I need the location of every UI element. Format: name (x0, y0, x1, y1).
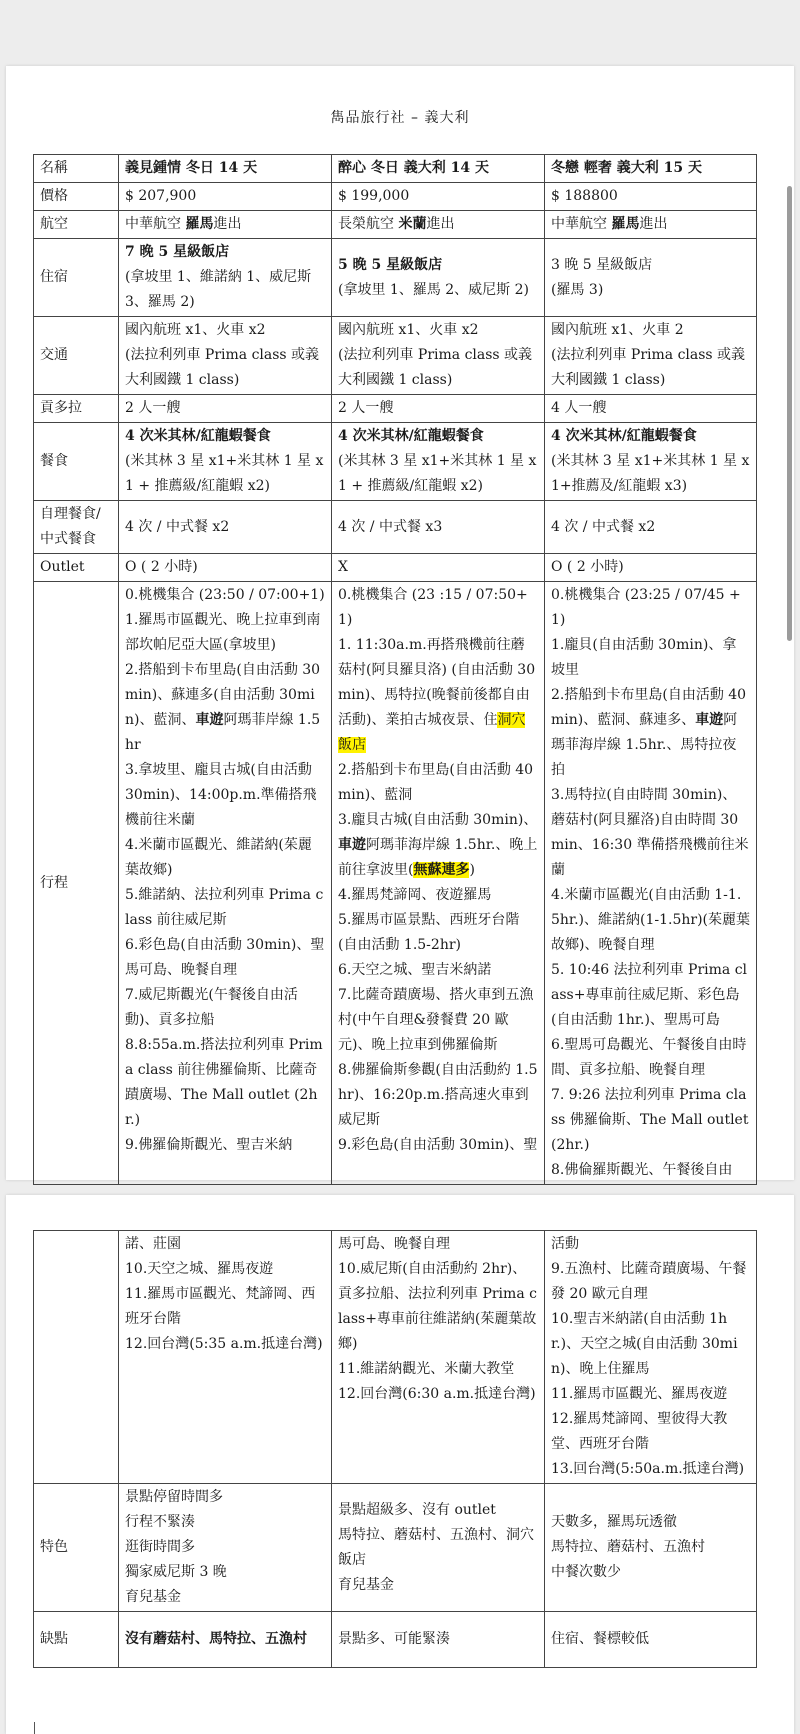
itinerary-day: 11.羅馬市區觀光、梵諦岡、西班牙台階 (125, 1286, 316, 1327)
itinerary-day (551, 683, 750, 783)
tour-3-name: 冬戀 輕奢 義大利 15 天 (545, 155, 757, 183)
highlight-no-sorrento: 無蘇連多 (413, 862, 470, 878)
itinerary-day: 1.羅馬市區觀光、晚上拉車到南部坎帕尼亞大區(拿坡里) (125, 612, 321, 653)
itinerary-text: 阿瑪菲岸線 1.5hr (125, 712, 321, 753)
tour-2-gondola: 2 人一艘 (332, 395, 545, 423)
hotel-title: 7 晚 5 星級飯店 (125, 244, 230, 260)
tour-1-itinerary-continued (119, 1231, 332, 1484)
row-price (34, 183, 757, 211)
label-transport: 交通 (34, 317, 119, 395)
tour-1-name: 義見鍾情 冬日 14 天 (119, 155, 332, 183)
meals-title: 4 次米其林/紅龍蝦餐食 (338, 428, 484, 444)
itinerary-text: 2.搭船到卡布里島(自由活動 40min)、藍洞、蘇連多、 (551, 687, 747, 728)
tour-2-transport (332, 317, 545, 395)
tour-3-hotel (545, 239, 757, 317)
tour-1-gondola: 2 人一艘 (119, 395, 332, 423)
feature-item: 景點停留時間多 (125, 1489, 223, 1505)
airline-suffix: 進出 (426, 216, 455, 232)
tour-1-airline (119, 211, 332, 239)
label-hotel: 住宿 (34, 239, 119, 317)
itinerary-day: 活動 (551, 1236, 579, 1252)
airline-name: 中華航空 (125, 216, 186, 232)
itinerary-day: 4.羅馬梵諦岡、夜遊羅馬 (338, 887, 492, 903)
label-itinerary: 行程 (34, 582, 119, 1185)
tour-3-price: $ 188800 (545, 183, 757, 211)
itinerary-day: 3.拿坡里、龐貝古城(自由活動 30min)、14:00p.m.準備搭飛機前往米蘭 (125, 762, 317, 828)
itinerary-day: 4.米蘭市區觀光(自由活動 1-1.5hr.)、維諾納(1-1.5hr)(茱麗葉故鄉)、晚餐自理 (551, 887, 750, 953)
tour-2-itinerary (332, 582, 545, 1185)
row-features (34, 1484, 757, 1612)
row-gondola (34, 395, 757, 423)
itinerary-day: 10.威尼斯(自由活動約 2hr)、貢多拉船、法拉利列車 Prima class+專車前往維諾納(茱麗葉故鄉) (338, 1261, 537, 1352)
itinerary-emph: 車遊 (338, 837, 366, 853)
itinerary-day: 5.維諾納、法拉利列車 Prima class 前往威尼斯 (125, 887, 324, 928)
itinerary-day: 6.聖馬可島觀光、午餐後自由時間、貢多拉船、晚餐自理 (551, 1037, 747, 1078)
label-outlet: Outlet (34, 554, 119, 582)
feature-item: 馬特拉、蘑菇村、五漁村 (551, 1539, 705, 1555)
comparison-table (33, 154, 757, 1185)
tour-2-airline (332, 211, 545, 239)
meals-title: 4 次米其林/紅龍蝦餐食 (125, 428, 271, 444)
label-airline: 航空 (34, 211, 119, 239)
document-page-2 (6, 1195, 794, 1734)
tour-3-meals (545, 423, 757, 501)
row-airline (34, 211, 757, 239)
label-cons: 缺點 (34, 1612, 119, 1668)
feature-item: 獨家威尼斯 3 晚 (125, 1564, 227, 1580)
row-cons (34, 1612, 757, 1668)
feature-item: 天數多，羅馬玩透徹 (551, 1514, 677, 1530)
page-edge-mark (34, 1722, 35, 1734)
meals-detail: (米其林 3 星 x1+米其林 1 星 x1+推薦及/紅龍蝦 x3) (551, 453, 750, 494)
itinerary-day: 6.天空之城、聖吉米納諾 (338, 962, 492, 978)
itinerary-text: ) (469, 862, 475, 878)
itinerary-day: 7. 9:26 法拉利列車 Prima class 佛羅倫斯、The Mall outlet(2hr.) (551, 1087, 749, 1153)
itinerary-text: 2.搭船到卡布里島(自由活動 30min)、蘇連多(自由活動 30min)、藍洞、 (125, 662, 321, 728)
feature-item: 育兒基金 (125, 1589, 181, 1605)
airline-name: 長榮航空 (338, 216, 399, 232)
feature-item: 景點超級多、沒有 outlet (338, 1501, 496, 1518)
airline-suffix: 進出 (213, 216, 242, 232)
itinerary-day: 8.8:55a.m.搭法拉利列車 Prima class 前往佛羅倫斯、比薩奇蹟廣場、The Mall outlet (2hr.) (125, 1037, 323, 1128)
itinerary-day: 12.回台灣(6:30 a.m.抵達台灣) (338, 1386, 536, 1402)
tour-1-transport (119, 317, 332, 395)
label-line: 中式餐食 (40, 531, 96, 547)
label-gondola: 貢多拉 (34, 395, 119, 423)
meals-detail: (米其林 3 星 x1+米其林 1 星 x1 + 推薦級/紅龍蝦 x2) (338, 453, 537, 494)
hotel-title: 5 晚 5 星級飯店 (338, 256, 443, 273)
hotel-detail: (羅馬 3) (551, 281, 604, 298)
itinerary-day: 7.威尼斯觀光(午餐後自由活動)、貢多拉船 (125, 987, 298, 1028)
itinerary-day: 11.羅馬市區觀光、羅馬夜遊 (551, 1386, 728, 1402)
row-itinerary (34, 582, 757, 1185)
itinerary-day: 諾、莊園 (125, 1236, 181, 1252)
itinerary-day (125, 658, 325, 758)
airline-suffix: 進出 (639, 216, 668, 232)
itinerary-day: 5. 10:46 法拉利列車 Prima class+專車前往威尼斯、彩色島(自由活動 1hr.)、聖馬可島 (551, 962, 748, 1028)
tour-2-selfmeal: 4 次 / 中式餐 x3 (332, 501, 545, 554)
transport-detail: (法拉利列車 Prima class 或義大利國鐵 1 class) (551, 347, 746, 388)
itinerary-day: 1.龐貝(自由活動 30min)、拿坡里 (551, 637, 737, 678)
comparison-table-continued (33, 1230, 757, 1668)
hotel-detail: (拿坡里 1、維諾納 1、威尼斯 3、羅馬 2) (125, 269, 312, 310)
hotel-detail: (拿坡里 1、羅馬 2、威尼斯 2) (338, 281, 529, 298)
feature-item: 育兒基金 (338, 1576, 394, 1593)
tour-3-gondola: 4 人一艘 (545, 395, 757, 423)
tour-3-airline (545, 211, 757, 239)
itinerary-day: 10.天空之城、羅馬夜遊 (125, 1261, 274, 1277)
itinerary-day: 10.聖吉米納諾(自由活動 1hr.)、天空之城(自由活動 30min)、晚上住羅馬 (551, 1311, 738, 1377)
meals-title: 4 次米其林/紅龍蝦餐食 (551, 428, 697, 444)
feature-item: 中餐次數少 (551, 1564, 621, 1580)
label-selfmeal (34, 501, 119, 554)
row-hotel (34, 239, 757, 317)
itinerary-day: 5.羅馬市區景點、西班牙台階(自由活動 1.5-2hr) (338, 912, 520, 953)
itinerary-day: 6.彩色島(自由活動 30min)、聖馬可島、晚餐自理 (125, 937, 325, 978)
transport-detail: (法拉利列車 Prima class 或義大利國鐵 1 class) (338, 347, 533, 388)
itinerary-day: 13.回台灣(5:50a.m.抵達台灣) (551, 1461, 745, 1477)
airline-city: 羅馬 (185, 216, 214, 232)
label-name: 名稱 (34, 155, 119, 183)
transport-main: 國內航班 x1、火車 x2 (125, 322, 266, 338)
airline-city: 米蘭 (398, 216, 427, 232)
row-outlet (34, 554, 757, 582)
itinerary-day: 11.維諾納觀光、米蘭大教堂 (338, 1361, 515, 1377)
itinerary-day: 7.比薩奇蹟廣場、搭火車到五漁村(中午自理&發餐費 20 歐元)、晚上拉車到佛羅倫斯 (338, 987, 534, 1053)
itinerary-day: 12.回台灣(5:35 a.m.抵達台灣) (125, 1336, 323, 1352)
page-title: 雋品旅行社 – 義大利 (330, 110, 470, 126)
tour-2-meals (332, 423, 545, 501)
tour-1-cons: 沒有蘑菇村、馬特拉、五漁村 (119, 1612, 332, 1668)
itinerary-text: 阿瑪菲海岸線 1.5hr.、晚上前往拿波里( (338, 837, 538, 878)
itinerary-day (338, 808, 538, 883)
tour-2-features (332, 1484, 545, 1612)
itinerary-emph: 車遊 (195, 712, 224, 728)
itinerary-day: 2.搭船到卡布里島(自由活動 40min)、藍洞 (338, 762, 534, 803)
itinerary-day: 3.馬特拉(自由時間 30min)、蘑菇村(阿貝羅洛)自由時間 30min、16:30 準備搭飛機前往米蘭 (551, 787, 749, 878)
itinerary-day: 8.佛倫羅斯觀光、午餐後自由 (551, 1162, 733, 1178)
itinerary-day: 9.五漁村、比薩奇蹟廣場、午餐發 20 歐元自理 (551, 1261, 747, 1302)
label-meals: 餐食 (34, 423, 119, 501)
feature-item: 馬特拉、蘑菇村、五漁村、洞穴飯店 (338, 1526, 534, 1568)
tour-1-outlet: O ( 2 小時) (119, 554, 332, 582)
tour-3-outlet: O ( 2 小時) (545, 554, 757, 582)
hotel-title: 3 晚 5 星級飯店 (551, 256, 653, 273)
row-transport (34, 317, 757, 395)
airline-name: 中華航空 (551, 216, 612, 232)
itinerary-text: 1. 11:30a.m.再搭飛機前往蘑菇村(阿貝羅貝洛) (自由活動 30min)、馬特拉(晚餐前後都自由活動)、業拍古城夜景、住 (338, 637, 536, 728)
itinerary-day: 12.羅馬梵諦岡、聖彼得大教堂、西班牙台階 (551, 1411, 728, 1452)
tour-1-itinerary (119, 582, 332, 1185)
itinerary-text: 阿瑪菲海岸線 1.5hr.、馬特拉夜拍 (551, 712, 738, 778)
feature-item: 逛街時間多 (125, 1539, 195, 1555)
transport-detail: (法拉利列車 Prima class 或義大利國鐵 1 class) (125, 347, 320, 388)
transport-main: 國內航班 x1、火車 2 (551, 322, 684, 338)
tour-1-hotel (119, 239, 332, 317)
tour-1-price: $ 207,900 (119, 183, 332, 211)
itinerary-day: 0.桃機集合 (23 :15 / 07:50+1) (338, 587, 528, 628)
itinerary-day: 8.佛羅倫斯參觀(自由活動約 1.5hr)、16:20p.m.搭高速火車到威尼斯 (338, 1062, 538, 1128)
label-line: 自理餐食/ (40, 506, 101, 522)
row-itinerary-continued (34, 1231, 757, 1484)
highlight-cave-hotel: 洞穴飯店 (338, 712, 526, 753)
label-price: 價格 (34, 183, 119, 211)
tour-3-transport (545, 317, 757, 395)
tour-3-cons: 住宿、餐標較低 (545, 1612, 757, 1668)
itinerary-emph: 車遊 (695, 712, 724, 728)
tour-1-meals (119, 423, 332, 501)
row-name (34, 155, 757, 183)
itinerary-day: 馬可島、晚餐自理 (338, 1236, 450, 1252)
itinerary-day: 4.米蘭市區觀光、維諾納(茱麗葉故鄉) (125, 837, 312, 878)
itinerary-day (338, 633, 538, 758)
tour-3-features (545, 1484, 757, 1612)
itinerary-day: 9.佛羅倫斯觀光、聖吉米納 (125, 1137, 293, 1153)
scrollbar[interactable] (787, 186, 792, 641)
tour-3-itinerary-continued (545, 1231, 757, 1484)
tour-1-selfmeal: 4 次 / 中式餐 x2 (119, 501, 332, 554)
tour-2-cons: 景點多、可能緊湊 (332, 1612, 545, 1668)
tour-2-name: 醉心 冬日 義大利 14 天 (332, 155, 545, 183)
tour-2-price: $ 199,000 (332, 183, 545, 211)
itinerary-day: 9.彩色島(自由活動 30min)、聖 (338, 1137, 538, 1153)
tour-3-selfmeal: 4 次 / 中式餐 x2 (545, 501, 757, 554)
document-page-1 (6, 66, 794, 1180)
itinerary-day: 0.桃機集合 (23:50 / 07:00+1) (125, 587, 325, 603)
transport-main: 國內航班 x1、火車 x2 (338, 322, 479, 338)
row-selfmeal (34, 501, 757, 554)
tour-2-itinerary-continued (332, 1231, 545, 1484)
tour-2-hotel (332, 239, 545, 317)
tour-3-itinerary (545, 582, 757, 1185)
label-itinerary-continued (34, 1231, 119, 1484)
feature-item: 行程不緊湊 (125, 1514, 195, 1530)
airline-city: 羅馬 (611, 216, 640, 232)
label-features: 特色 (34, 1484, 119, 1612)
itinerary-text: 3.龐貝古城(自由活動 30min)、 (338, 812, 538, 828)
tour-2-outlet: X (332, 554, 545, 582)
row-meals (34, 423, 757, 501)
meals-detail: (米其林 3 星 x1+米其林 1 星 x1 + 推薦級/紅龍蝦 x2) (125, 453, 324, 494)
itinerary-day: 0.桃機集合 (23:25 / 07/45 +1) (551, 587, 741, 628)
tour-1-features (119, 1484, 332, 1612)
